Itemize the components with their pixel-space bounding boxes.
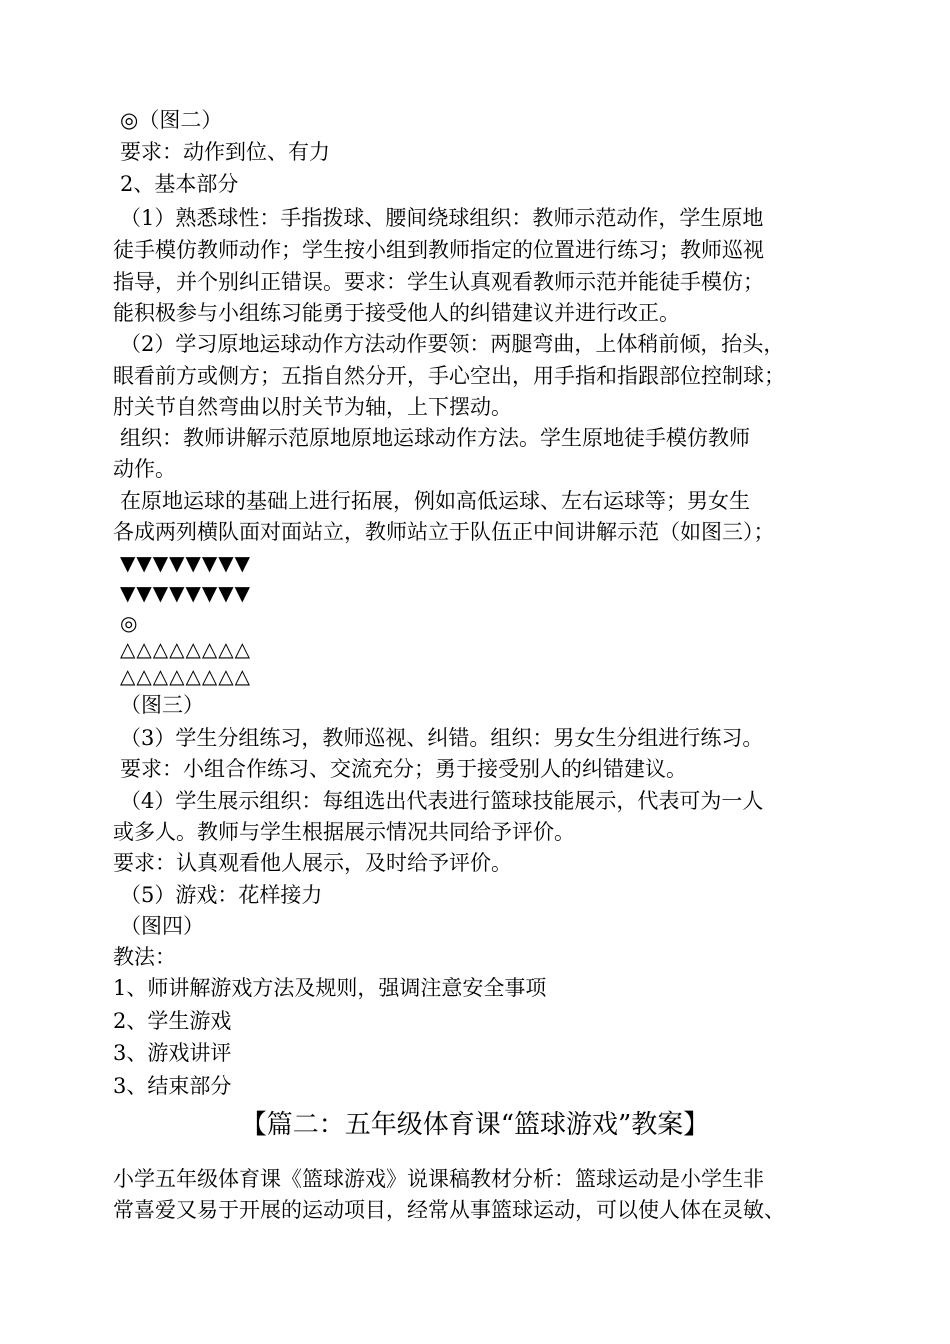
section-title: 【篇二：五年级体育课“篮球游戏”教案】 [240, 1110, 710, 1140]
paragraph-line: 要求：认真观看他人展示，及时给予评价。 [113, 851, 512, 875]
paragraph-line: 眼看前方或侧方；五指自然分开，手心空出，用手指和指跟部位控制球； [113, 364, 785, 388]
paragraph-line: （2）学习原地运球动作方法动作要领：两腿弯曲，上体稍前倾，抬头， [120, 332, 785, 356]
paragraph-line: 动作。 [113, 457, 176, 481]
paragraph-line: （1）熟悉球性：手指拨球、腰间绕球组织：教师示范动作，学生原地 [120, 206, 764, 230]
figure-caption: ◎（图二） [120, 108, 223, 132]
list-item: 2、学生游戏 [113, 1009, 232, 1033]
section-heading: 2、基本部分 [120, 172, 239, 196]
paragraph-line: 在原地运球的基础上进行拓展，例如高低运球、左右运球等；男女生 [120, 489, 750, 513]
teacher-marker: ◎ [120, 611, 139, 635]
figure-caption: （图四） [120, 914, 204, 938]
formation-row-boys: ▼▼▼▼▼▼▼▼ [120, 581, 252, 605]
formation-row-girls: △△△△△△△△ [120, 637, 252, 661]
paragraph-line: （5）游戏：花样接力 [120, 883, 323, 907]
list-item: 3、游戏讲评 [113, 1041, 232, 1065]
formation-row-boys: ▼▼▼▼▼▼▼▼ [120, 551, 252, 575]
paragraph-line: 教法： [113, 945, 176, 969]
section-heading: 3、结束部分 [113, 1074, 232, 1098]
paragraph-line: （4）学生展示组织：每组选出代表进行篮球技能展示，代表可为一人 [120, 789, 764, 813]
paragraph-line: 组织：教师讲解示范原地原地运球动作方法。学生原地徒手模仿教师 [120, 426, 750, 450]
paragraph-line: 指导，并个别纠正错误。要求：学生认真观看教师示范并能徒手模仿； [113, 270, 764, 294]
paragraph-line: 徒手模仿教师动作；学生按小组到教师指定的位置进行练习；教师巡视 [113, 238, 764, 262]
paragraph-line: 各成两列横队面对面站立，教师站立于队伍正中间讲解示范（如图三）； [113, 520, 775, 544]
requirement-text: 要求：动作到位、有力 [120, 140, 330, 164]
paragraph-line: 能积极参与小组练习能勇于接受他人的纠错建议并进行改正。 [113, 301, 680, 325]
paragraph-line: 要求：小组合作练习、交流充分；勇于接受别人的纠错建议。 [120, 757, 687, 781]
paragraph-line: 常喜爱又易于开展的运动项目，经常从事篮球运动，可以使人体在灵敏、 [113, 1198, 785, 1222]
paragraph-line: （3）学生分组练习，教师巡视、纠错。组织：男女生分组进行练习。 [120, 726, 764, 750]
paragraph-line: 或多人。教师与学生根据展示情况共同给予评价。 [113, 820, 575, 844]
paragraph-line: 小学五年级体育课《篮球游戏》说课稿教材分析：篮球运动是小学生非 [113, 1167, 764, 1191]
paragraph-line: 肘关节自然弯曲以肘关节为轴，上下摆动。 [113, 395, 512, 419]
list-item: 1、师讲解游戏方法及规则，强调注意安全事项 [113, 976, 547, 1000]
figure-caption: （图三） [120, 693, 204, 717]
formation-row-girls: △△△△△△△△ [120, 664, 252, 688]
